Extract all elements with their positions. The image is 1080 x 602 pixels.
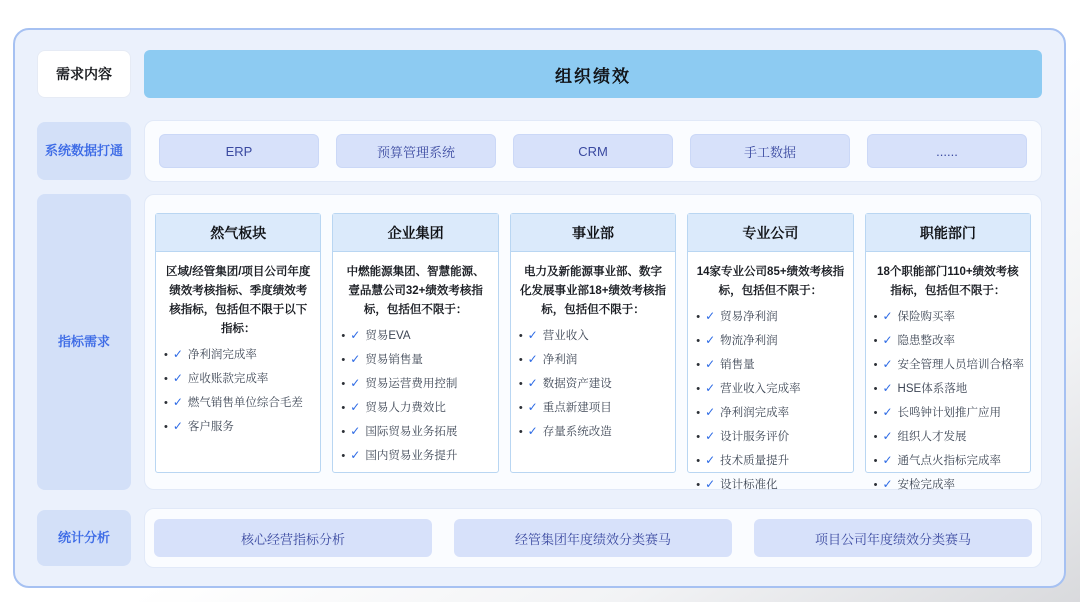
bullet-icon: • bbox=[164, 420, 168, 433]
indicator-item-label: 净利润完成率 bbox=[187, 348, 257, 361]
indicator-item bbox=[874, 452, 1024, 470]
check-icon: ✓ bbox=[882, 356, 893, 371]
indicator-item bbox=[696, 380, 846, 398]
analysis-button[interactable]: 核心经营指标分析 bbox=[154, 519, 432, 557]
indicator-list bbox=[872, 308, 1024, 494]
analysis-button[interactable]: 项目公司年度绩效分类赛马 bbox=[754, 519, 1032, 557]
check-icon: ✓ bbox=[527, 399, 538, 414]
org-performance-card bbox=[13, 28, 1066, 588]
indicator-item-label: 数据资产建设 bbox=[542, 377, 612, 390]
indicator-item-label: 贸易运营费用控制 bbox=[365, 377, 458, 390]
check-icon: ✓ bbox=[527, 375, 538, 390]
indicator-item bbox=[696, 452, 846, 470]
indicator-column-description: 电力及新能源事业部、数字化发展事业部18+绩效考核指标，包括但不限于： bbox=[520, 266, 667, 316]
indicator-item bbox=[696, 476, 846, 494]
bullet-icon: • bbox=[164, 396, 168, 409]
bullet-icon: • bbox=[696, 310, 701, 323]
indicator-item-label: 贸易EVA bbox=[365, 329, 411, 342]
bullet-icon: • bbox=[518, 329, 523, 342]
indicator-item bbox=[519, 399, 669, 417]
indicator-column-description: 中燃能源集团、智慧能源、壹品慧公司32+绩效考核指标，包括但不限于： bbox=[346, 266, 485, 316]
bullet-icon: • bbox=[696, 454, 701, 467]
indicator-columns-panel bbox=[144, 194, 1042, 490]
indicator-column bbox=[155, 213, 321, 473]
bullet-icon: • bbox=[873, 310, 878, 323]
check-icon: ✓ bbox=[527, 423, 538, 438]
indicator-item-label: HSE体系落地 bbox=[897, 382, 968, 395]
check-icon: ✓ bbox=[705, 308, 716, 323]
indicator-item bbox=[341, 375, 491, 393]
check-icon: ✓ bbox=[882, 404, 893, 419]
indicator-item-label: 贸易人力费效比 bbox=[365, 401, 446, 414]
indicator-item-label: 安检完成率 bbox=[897, 478, 956, 491]
analysis-row bbox=[37, 508, 1042, 568]
indicator-column-title: 然气板块 bbox=[156, 214, 320, 252]
indicator-item-label: 净利润完成率 bbox=[720, 406, 790, 419]
statistics-analysis-label: 统计分析 bbox=[37, 510, 131, 566]
check-icon: ✓ bbox=[527, 327, 538, 342]
check-icon: ✓ bbox=[350, 375, 361, 390]
system-button[interactable]: CRM bbox=[513, 134, 673, 168]
indicator-item-label: 组织人才发展 bbox=[897, 430, 967, 443]
indicator-item bbox=[164, 370, 314, 388]
indicator-item-label: 隐患整改率 bbox=[897, 334, 956, 347]
check-icon: ✓ bbox=[172, 370, 183, 385]
bullet-icon: • bbox=[873, 358, 878, 371]
indicator-item-label: 应收账款完成率 bbox=[187, 372, 269, 385]
indicator-item bbox=[874, 332, 1024, 350]
indicators-row bbox=[37, 194, 1042, 490]
check-icon: ✓ bbox=[882, 380, 893, 395]
bullet-icon: • bbox=[518, 401, 523, 414]
demand-row bbox=[37, 50, 1042, 98]
bullet-icon: • bbox=[518, 425, 523, 438]
bullet-icon: • bbox=[696, 430, 701, 443]
indicator-item bbox=[696, 356, 846, 374]
indicator-column-description: 区域/经管集团/项目公司年度绩效考核指标、季度绩效考核指标，包括但不限于以下指标： bbox=[166, 266, 311, 335]
indicator-item-label: 物流净利润 bbox=[720, 334, 778, 347]
indicator-column bbox=[687, 213, 853, 491]
indicator-column-title: 职能部门 bbox=[866, 214, 1030, 252]
bullet-icon: • bbox=[341, 425, 346, 438]
check-icon: ✓ bbox=[350, 447, 361, 462]
indicator-item-label: 存量系统改造 bbox=[542, 425, 612, 438]
indicator-item-label: 销售量 bbox=[720, 358, 755, 371]
check-icon: ✓ bbox=[350, 423, 361, 438]
indicator-item bbox=[164, 394, 314, 412]
indicator-item-label: 客户服务 bbox=[187, 420, 234, 433]
indicator-item bbox=[341, 399, 491, 417]
indicator-item-label: 营业收入 bbox=[542, 329, 589, 342]
check-icon: ✓ bbox=[882, 308, 893, 323]
indicator-item-label: 保险购买率 bbox=[897, 310, 956, 323]
indicator-column-description: 14家专业公司85+绩效考核指标，包括但不限于： bbox=[696, 266, 845, 297]
systems-panel bbox=[144, 120, 1042, 182]
indicator-item-label: 净利润 bbox=[542, 353, 578, 366]
indicator-item bbox=[519, 327, 669, 345]
indicator-column bbox=[332, 213, 498, 473]
check-icon: ✓ bbox=[705, 404, 716, 419]
indicator-list bbox=[694, 308, 846, 494]
indicator-item bbox=[519, 375, 669, 393]
check-icon: ✓ bbox=[350, 399, 361, 414]
bullet-icon: • bbox=[341, 449, 346, 462]
demand-content-label: 需求内容 bbox=[37, 50, 131, 98]
indicator-item bbox=[519, 423, 669, 441]
bullet-icon: • bbox=[873, 334, 878, 347]
check-icon: ✓ bbox=[705, 380, 716, 395]
indicator-list bbox=[339, 327, 491, 465]
indicator-item-label: 设计服务评价 bbox=[720, 430, 790, 443]
indicator-item bbox=[341, 423, 491, 441]
bullet-icon: • bbox=[696, 478, 701, 491]
indicator-column-description: 18个职能部门110+绩效考核指标，包括但不限于： bbox=[877, 266, 1019, 297]
indicator-item-label: 营业收入完成率 bbox=[720, 382, 801, 395]
check-icon: ✓ bbox=[172, 394, 183, 409]
indicator-column bbox=[510, 213, 676, 473]
indicator-item-label: 安全管理人员培训合格率 bbox=[897, 358, 1025, 371]
indicator-item-label: 贸易净利润 bbox=[720, 310, 778, 323]
check-icon: ✓ bbox=[882, 452, 893, 467]
indicator-item bbox=[696, 428, 846, 446]
indicator-item bbox=[519, 351, 669, 369]
org-performance-banner: 组织绩效 bbox=[144, 50, 1042, 98]
indicator-item-label: 国际贸易业务拓展 bbox=[365, 425, 458, 438]
indicator-item-label: 技术质量提升 bbox=[720, 454, 790, 467]
indicator-item bbox=[874, 476, 1024, 494]
indicator-item bbox=[874, 380, 1024, 398]
indicator-column-title: 专业公司 bbox=[688, 214, 852, 252]
system-button[interactable]: ...... bbox=[867, 134, 1027, 168]
indicator-item-label: 贸易销售量 bbox=[365, 353, 423, 366]
bullet-icon: • bbox=[873, 382, 878, 395]
bullet-icon: • bbox=[341, 377, 346, 390]
analysis-button[interactable]: 经管集团年度绩效分类赛马 bbox=[454, 519, 732, 557]
bullet-icon: • bbox=[518, 353, 523, 366]
indicator-column bbox=[865, 213, 1031, 491]
check-icon: ✓ bbox=[705, 452, 716, 467]
indicator-column-title: 企业集团 bbox=[333, 214, 497, 252]
indicator-item bbox=[874, 428, 1024, 446]
check-icon: ✓ bbox=[882, 332, 893, 347]
indicator-item-label: 长鸣钟计划推广应用 bbox=[897, 406, 1002, 419]
bullet-icon: • bbox=[164, 372, 168, 385]
check-icon: ✓ bbox=[882, 476, 893, 491]
system-button[interactable]: ERP bbox=[159, 134, 319, 168]
check-icon: ✓ bbox=[705, 356, 716, 371]
indicator-list bbox=[162, 346, 314, 436]
check-icon: ✓ bbox=[705, 476, 716, 491]
indicator-demand-label: 指标需求 bbox=[37, 194, 131, 490]
system-button[interactable]: 手工数据 bbox=[690, 134, 850, 168]
systems-row bbox=[37, 120, 1042, 182]
bullet-icon: • bbox=[341, 329, 346, 342]
check-icon: ✓ bbox=[882, 428, 893, 443]
bullet-icon: • bbox=[696, 382, 701, 395]
check-icon: ✓ bbox=[172, 346, 183, 361]
bullet-icon: • bbox=[696, 334, 701, 347]
indicator-item bbox=[874, 404, 1024, 422]
bullet-icon: • bbox=[518, 377, 523, 390]
bullet-icon: • bbox=[696, 358, 701, 371]
indicator-item bbox=[341, 447, 491, 465]
indicator-item-label: 重点新建项目 bbox=[542, 401, 612, 414]
analysis-panel bbox=[144, 508, 1042, 568]
indicator-item-label: 通气点火指标完成率 bbox=[897, 454, 1002, 467]
bullet-icon: • bbox=[341, 353, 346, 366]
indicator-item bbox=[874, 308, 1024, 326]
check-icon: ✓ bbox=[350, 327, 361, 342]
check-icon: ✓ bbox=[172, 418, 183, 433]
system-button[interactable]: 预算管理系统 bbox=[336, 134, 496, 168]
indicator-item bbox=[874, 356, 1024, 374]
check-icon: ✓ bbox=[527, 351, 538, 366]
bullet-icon: • bbox=[341, 401, 346, 414]
indicator-column-title: 事业部 bbox=[511, 214, 675, 252]
indicator-item-label: 燃气销售单位综合毛差 bbox=[187, 396, 303, 409]
bullet-icon: • bbox=[164, 348, 168, 361]
bullet-icon: • bbox=[873, 406, 878, 419]
indicator-item bbox=[164, 418, 314, 436]
indicator-item bbox=[341, 351, 491, 369]
indicator-item bbox=[696, 308, 846, 326]
check-icon: ✓ bbox=[350, 351, 361, 366]
indicator-item bbox=[696, 404, 846, 422]
bullet-icon: • bbox=[873, 454, 878, 467]
indicator-item bbox=[164, 346, 314, 364]
bullet-icon: • bbox=[873, 478, 878, 491]
indicator-list bbox=[517, 327, 669, 441]
indicator-item bbox=[341, 327, 491, 345]
indicator-item-label: 设计标准化 bbox=[720, 478, 778, 491]
bullet-icon: • bbox=[873, 430, 878, 443]
check-icon: ✓ bbox=[705, 332, 716, 347]
indicator-item bbox=[696, 332, 846, 350]
check-icon: ✓ bbox=[705, 428, 716, 443]
indicator-item-label: 国内贸易业务提升 bbox=[365, 449, 458, 462]
system-data-label: 系统数据打通 bbox=[37, 122, 131, 180]
bullet-icon: • bbox=[696, 406, 701, 419]
